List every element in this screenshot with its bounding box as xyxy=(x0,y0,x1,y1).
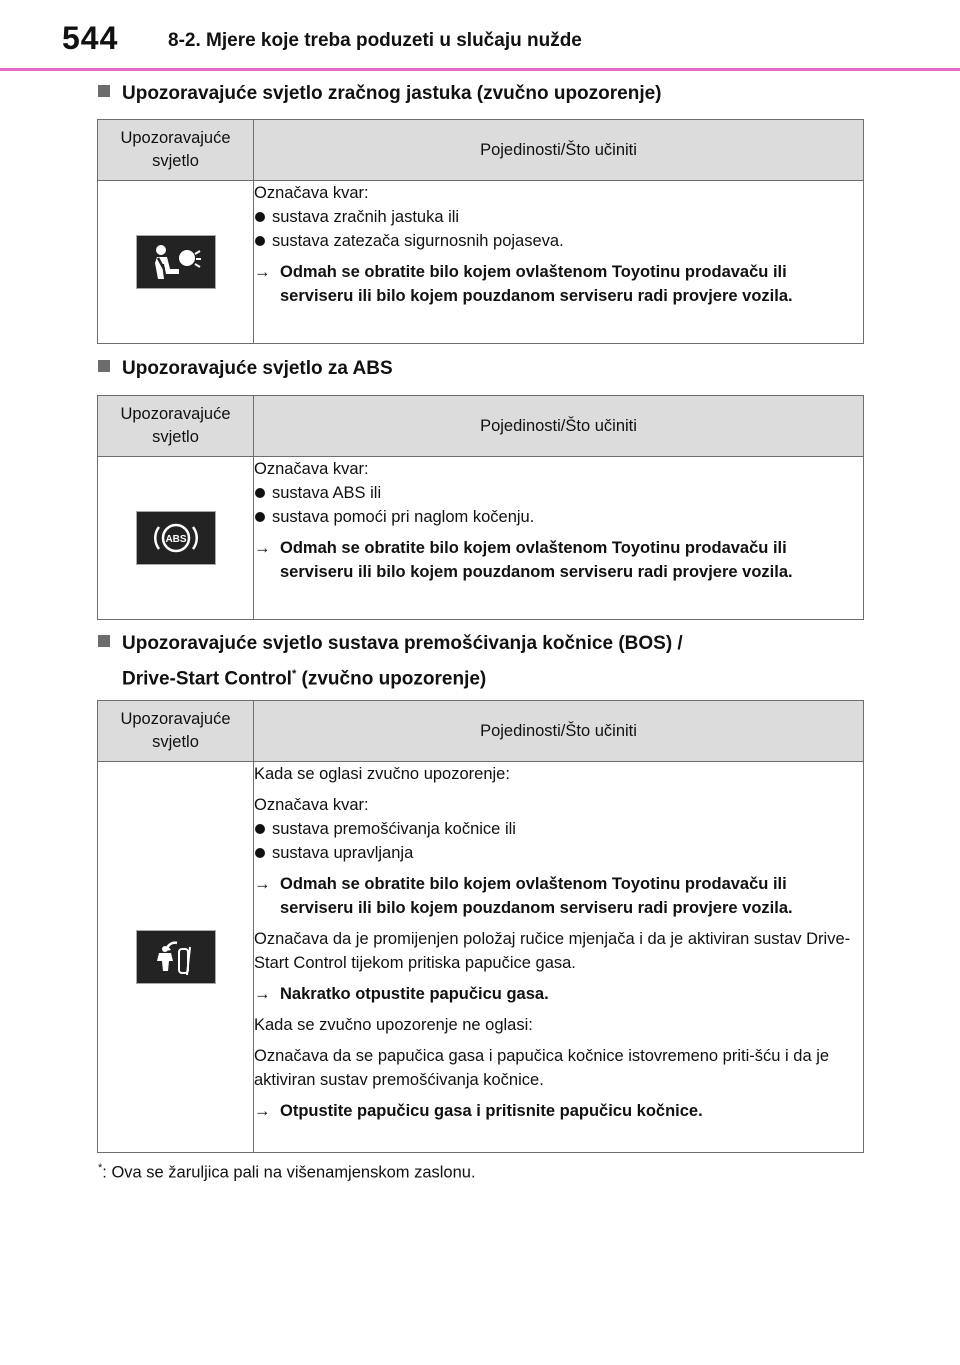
list-item: sustava premošćivanja kočnice ili xyxy=(254,817,863,841)
action-text: → Nakratko otpustite papučicu gasa. xyxy=(254,982,863,1006)
action-text: → Otpustite papučicu gasa i pritisnite papučicu kočnice. xyxy=(254,1099,863,1123)
table-bos xyxy=(97,700,864,1153)
arrow-right-icon: → xyxy=(254,539,271,557)
section-title-airbag: Upozoravajuće svjetlo zračnog jastuka (zvučno upozorenje) xyxy=(98,78,662,109)
chapter-title: 8-2. Mjere koje treba poduzeti u slučaju nužde xyxy=(168,30,582,51)
action-text: → Odmah se obratite bilo kojem ovlaštenom Toyotinu prodavaču ili serviseru ili bilo kojem pouzdanom serviseru radi provjere vozila. xyxy=(254,536,863,584)
table-row xyxy=(98,762,864,1153)
abs-warning-icon xyxy=(136,511,216,565)
col-header-light: Upozoravajuće svjetlo xyxy=(98,396,254,457)
page-header xyxy=(0,0,960,71)
table-header-row xyxy=(98,120,864,181)
col-header-details: Pojedinosti/Što učiniti xyxy=(254,120,864,181)
table-header-row xyxy=(98,701,864,762)
table-row xyxy=(98,457,864,620)
list-item: sustava upravljanja xyxy=(254,841,863,865)
action-text: → Odmah se obratite bilo kojem ovlaštenom Toyotinu prodavaču ili serviseru ili bilo kojem pouzdanom serviseru radi provjere vozila. xyxy=(254,872,863,920)
section-title-bos: Upozoravajuće svjetlo sustava premošćivanja kočnice (BOS) / Drive-Start Control* (zvučno upozorenje) xyxy=(98,628,683,694)
col-header-details: Pojedinosti/Što učiniti xyxy=(254,396,864,457)
page-number: 544 xyxy=(62,20,119,56)
list-item: sustava zatezača sigurnosnih pojaseva. xyxy=(254,229,863,253)
table-airbag xyxy=(97,119,864,344)
table-row xyxy=(98,181,864,344)
section-square-icon xyxy=(98,635,110,647)
table-abs xyxy=(97,395,864,620)
footnote: *: Ova se žaruljica pali na višenamjenskom zaslonu. xyxy=(98,1162,476,1182)
col-header-light: Upozoravajuće svjetlo xyxy=(98,701,254,762)
section-square-icon xyxy=(98,360,110,372)
table-header-row xyxy=(98,396,864,457)
arrow-right-icon: → xyxy=(254,1102,271,1120)
brake-override-warning-icon xyxy=(136,930,216,984)
details-cell: Označava kvar: sustava ABS ili sustava pomoći pri naglom kočenju. → Odmah se obratite bilo kojem ovlaštenom Toyotinu prodavaču ili serviseru ili bilo kojem pouzdanom serviseru radi provjere vozila. xyxy=(254,457,864,620)
col-header-light: Upozoravajuće svjetlo xyxy=(98,120,254,181)
action-text: → Odmah se obratite bilo kojem ovlaštenom Toyotinu prodavaču ili serviseru ili bilo kojem pouzdanom serviseru radi provjere vozila. xyxy=(254,260,863,308)
airbag-warning-icon xyxy=(136,235,216,289)
list-item: sustava zračnih jastuka ili xyxy=(254,205,863,229)
arrow-right-icon: → xyxy=(254,875,271,893)
details-cell: Označava kvar: sustava zračnih jastuka ili sustava zatezača sigurnosnih pojaseva. → Odmah se obratite bilo kojem ovlaštenom Toyotinu prodavaču ili serviseru ili bilo kojem pouzdanom serviseru radi provjere vozila. xyxy=(254,181,864,344)
list-item: sustava ABS ili xyxy=(254,481,863,505)
details-cell: Kada se oglasi zvučno upozorenje: Označava kvar: sustava premošćivanja kočnice ili sustava upravljanja → Odmah se obratite bilo kojem ovlaštenom Toyotinu prodavaču ili serviseru ili bilo kojem pouzdanom serviseru radi provjere vozila. Označava da je promijenjen položaj ručice mjenjača i da je aktiviran sustav Drive-Start Control tijekom pritiska papučice gasa. → Nakratko otpustite papučicu gasa. Kada se zvučno upozorenje ne oglasi: Označava da se papučica gasa i papučica kočnice istovremeno priti-šću i da je aktiviran sustav premošćivanja kočnice. → Otpustite papučicu gasa i pritisnite papučicu kočnice. xyxy=(254,762,864,1153)
arrow-right-icon: → xyxy=(254,985,271,1003)
arrow-right-icon: → xyxy=(254,263,271,281)
section-square-icon xyxy=(98,85,110,97)
col-header-details: Pojedinosti/Što učiniti xyxy=(254,701,864,762)
section-title-abs: Upozoravajuće svjetlo za ABS xyxy=(98,353,393,384)
list-item: sustava pomoći pri naglom kočenju. xyxy=(254,505,863,529)
abs-icon-label: ABS xyxy=(164,534,187,545)
